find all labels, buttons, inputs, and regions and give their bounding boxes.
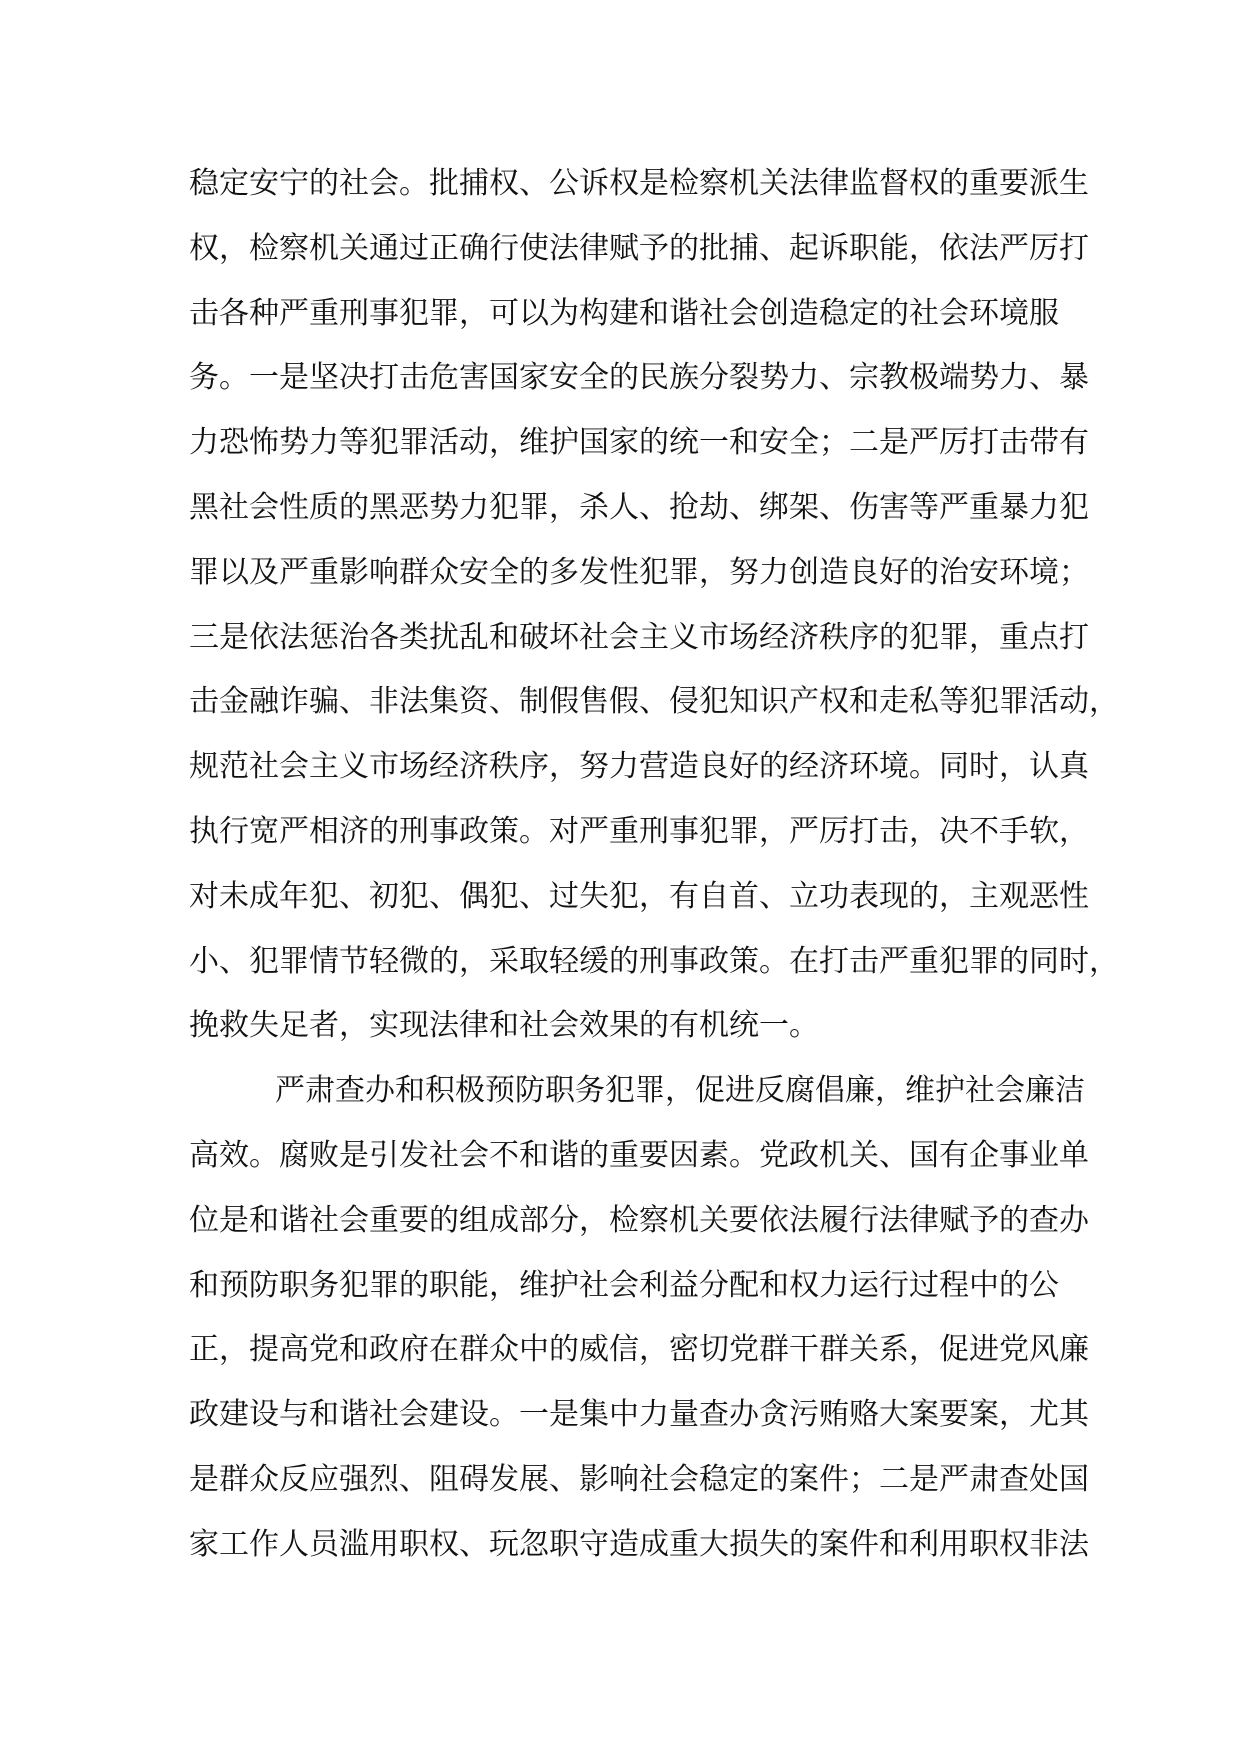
text-line: 三是依法惩治各类扰乱和破坏社会主义市场经济秩序的犯罪，重点打: [189, 619, 1089, 655]
paragraph-1: [189, 152, 1119, 1059]
text-line: 挽救失足者，实现法律和社会效果的有机统一。: [189, 1008, 819, 1044]
text-line: 严肃查办和积极预防职务犯罪，促进反腐倡廉，维护社会廉洁: [275, 1073, 1085, 1109]
text-line: 执行宽严相济的刑事政策。对严重刑事犯罪，严厉打击，决不手软，: [189, 813, 1089, 849]
text-line: 规范社会主义市场经济秩序，努力营造良好的经济环境。同时，认真: [189, 749, 1089, 785]
text-line: 位是和谐社会重要的组成部分，检察机关要依法履行法律赋予的查办: [189, 1202, 1089, 1238]
text-line: 是群众反应强烈、阻碍发展、影响社会稳定的案件；二是严肃查处国: [189, 1461, 1089, 1497]
text-line: 和预防职务犯罪的职能，维护社会利益分配和权力运行过程中的公: [189, 1267, 1059, 1303]
text-line: 高效。腐败是引发社会不和谐的重要因素。党政机关、国有企事业单: [189, 1137, 1089, 1173]
text-line: 权，检察机关通过正确行使法律赋予的批捕、起诉职能，依法严厉打: [189, 230, 1089, 266]
paragraph-2: [189, 1059, 1089, 1577]
text-line: 击各种严重刑事犯罪，可以为构建和谐社会创造稳定的社会环境服: [189, 295, 1059, 331]
text-line: 力恐怖势力等犯罪活动，维护国家的统一和安全；二是严厉打击带有: [189, 425, 1089, 461]
text-line: 政建设与和谐社会建设。一是集中力量查办贪污贿赂大案要案，尤其: [189, 1397, 1089, 1433]
text-line: 家工作人员滥用职权、玩忽职守造成重大损失的案件和利用职权非法: [189, 1526, 1089, 1562]
text-line: 黑社会性质的黑恶势力犯罪，杀人、抢劫、绑架、伤害等严重暴力犯: [189, 489, 1089, 525]
text-line: 小、犯罪情节轻微的，采取轻缓的刑事政策。在打击严重犯罪的同时，: [189, 943, 1119, 979]
text-line: 击金融诈骗、非法集资、制假售假、侵犯知识产权和走私等犯罪活动，: [189, 684, 1119, 720]
text-line: 稳定安宁的社会。批捕权、公诉权是检察机关法律监督权的重要派生: [189, 166, 1089, 201]
text-line: 罪以及严重影响群众安全的多发性犯罪，努力创造良好的治安环境；: [189, 554, 1089, 590]
text-line: 正，提高党和政府在群众中的威信，密切党群干群关系，促进党风廉: [189, 1332, 1089, 1368]
text-line: 务。一是坚决打击危害国家安全的民族分裂势力、宗教极端势力、暴: [189, 360, 1089, 396]
document-page: [189, 152, 1119, 1578]
text-line: 对未成年犯、初犯、偶犯、过失犯，有自首、立功表现的，主观恶性: [189, 878, 1089, 914]
